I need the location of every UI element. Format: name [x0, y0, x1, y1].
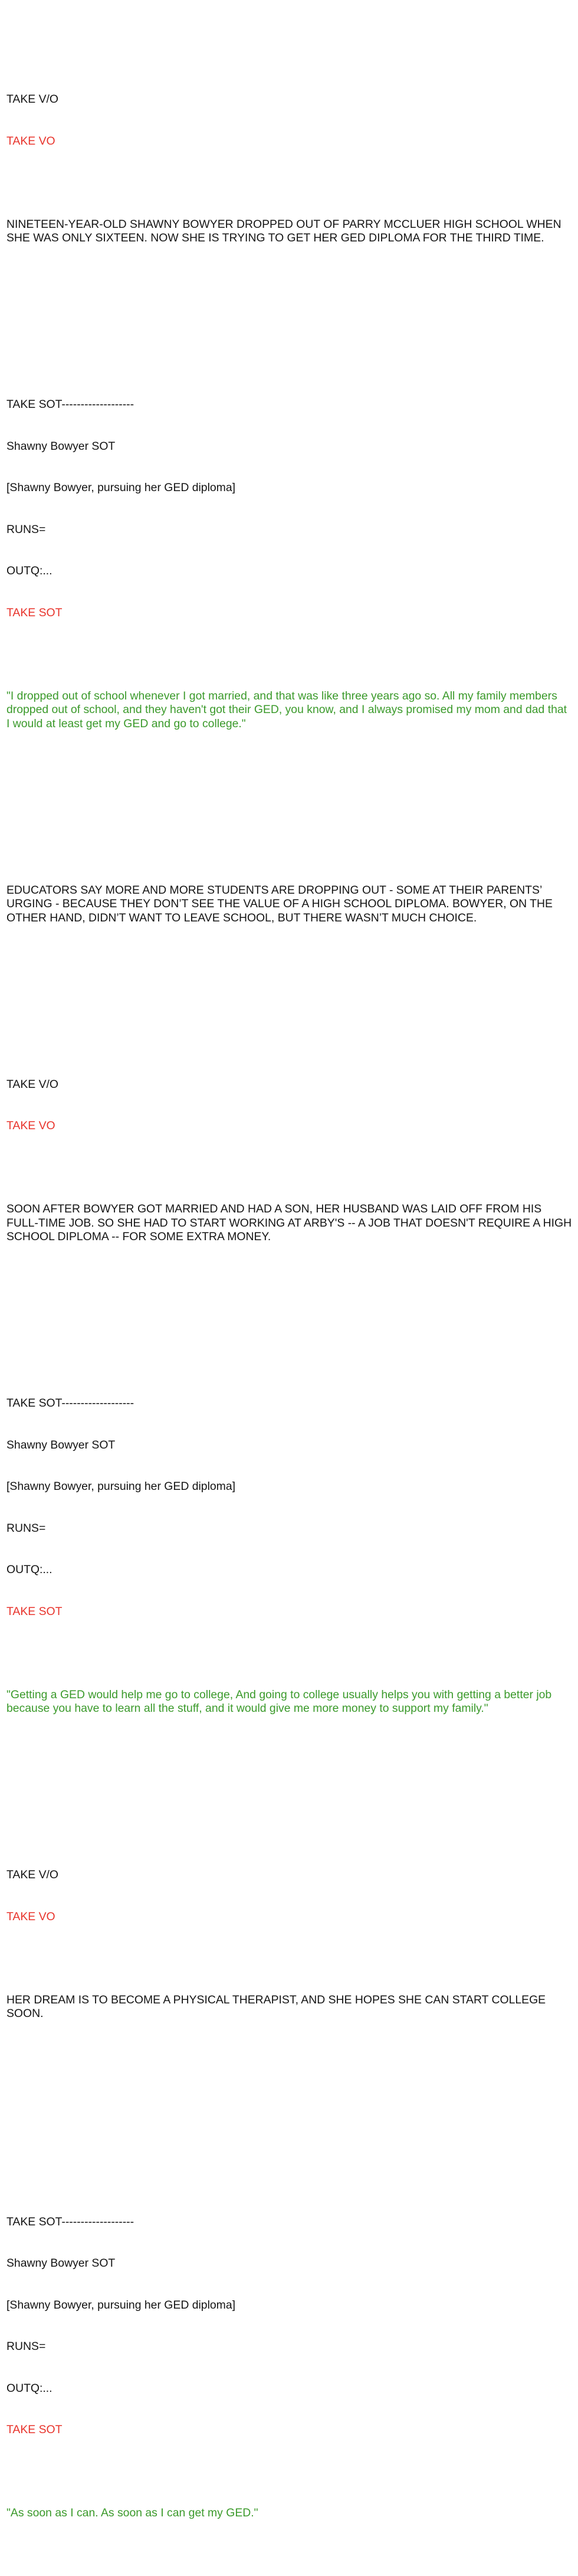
- news-script-document: [6, 9, 573, 2576]
- sot-block: [6, 370, 573, 800]
- narration-paragraph: SOON AFTER BOWYER GOT MARRIED AND HAD A SON, HER HUSBAND WAS LAID OFF FROM HIS FULL-TIME JOB. SO SHE HAD TO START WORKING AT ARBY'S -- A JOB THAT DOESN'T REQUIRE A HIGH SCHOOL DIPLOMA -- FOR SOME EXTRA MONEY.: [6, 1202, 575, 1243]
- take-sot-cue: TAKE SOT: [6, 606, 63, 619]
- sot-quote: "As soon as I can. As soon as I can get my GED.": [6, 2506, 258, 2519]
- vo-block: [6, 1841, 573, 2132]
- sot-runs: RUNS=: [6, 2340, 46, 2353]
- spacer: [6, 273, 573, 287]
- take-vo-cue: TAKE VO: [6, 1119, 55, 1132]
- spacer: [6, 1272, 573, 1286]
- spacer: [6, 176, 573, 190]
- spacer: [6, 953, 573, 967]
- take-vo-cue: TAKE VO: [6, 1910, 55, 1923]
- sot-quote: "Getting a GED would help me go to college, And going to college usually helps you with getting a better job because you have to learn all the stuff, and it would give me more money to support my family.": [6, 1688, 555, 1715]
- sot-lower-third: [Shawny Bowyer, pursuing her GED diploma]: [6, 481, 236, 494]
- take-vo-cue: TAKE VO: [6, 134, 55, 148]
- spacer: [6, 2090, 573, 2104]
- narration-paragraph: EDUCATORS SAY MORE AND MORE STUDENTS ARE DROPPING OUT - SOME AT THEIR PARENTS’ URGING - BECAUSE THEY DON’T SEE THE VALUE OF A HIGH SCHOOL DIPLOMA. BOWYER, ON THE OTHER HAND, DIDN’T WANT TO LEAVE SCHOOL, BUT THERE WASN’T MUCH CHOICE.: [6, 883, 556, 924]
- narration-paragraph: HER DREAM IS TO BECOME A PHYSICAL THERAPIST, AND SHE HOPES SHE CAN START COLLEGE SOON.: [6, 1993, 549, 2020]
- spacer: [6, 648, 573, 662]
- sot-lower-third: [Shawny Bowyer, pursuing her GED diploma]: [6, 2298, 236, 2312]
- take-vo-header: TAKE V/O: [6, 1868, 58, 1881]
- sot-runs: RUNS=: [6, 1521, 46, 1535]
- spacer: [6, 2465, 573, 2479]
- sot-outq: OUTQ:...: [6, 2381, 52, 2395]
- take-sot-header: TAKE SOT-------------------: [6, 1397, 134, 1410]
- sot-slug: Shawny Bowyer SOT: [6, 439, 116, 453]
- take-sot-cue: TAKE SOT: [6, 2423, 63, 2436]
- sot-slug: Shawny Bowyer SOT: [6, 2257, 116, 2270]
- vo-block: [6, 65, 573, 315]
- spacer: [6, 1646, 573, 1660]
- sot-outq: OUTQ:...: [6, 1563, 52, 1576]
- take-sot-header: TAKE SOT-------------------: [6, 398, 134, 411]
- sot-lower-third: [Shawny Bowyer, pursuing her GED diploma]: [6, 1480, 236, 1493]
- narration-paragraph: NINETEEN-YEAR-OLD SHAWNY BOWYER DROPPED OUT OF PARRY MCCLUER HIGH SCHOOL WHEN SHE WAS ONLY SIXTEEN. NOW SHE IS TRYING TO GET HER GED DIPLOMA FOR THE THIRD TIME.: [6, 217, 564, 244]
- vo-block: [6, 1050, 573, 1314]
- spacer: [6, 1161, 573, 1175]
- take-sot-header: TAKE SOT-------------------: [6, 2215, 134, 2228]
- take-sot-cue: TAKE SOT: [6, 1604, 63, 1618]
- sot-outq: OUTQ:...: [6, 564, 52, 577]
- narration-block: [6, 856, 573, 995]
- take-vo-header: TAKE V/O: [6, 93, 58, 106]
- sot-block: [6, 1369, 573, 1785]
- spacer: [6, 759, 573, 773]
- spacer: [6, 1744, 573, 1758]
- take-vo-header: TAKE V/O: [6, 1077, 58, 1091]
- sot-runs: RUNS=: [6, 522, 46, 536]
- sot-quote: "I dropped out of school whenever I got married, and that was like three years ago so. All my family members dropped out of school, and they haven't got their GED, you know, and I always promised my mom and dad that I would at least get my GED and go to college.": [6, 689, 570, 730]
- spacer: [6, 2049, 573, 2063]
- spacer: [6, 1951, 573, 1966]
- sot-block: [6, 2188, 573, 2548]
- sot-slug: Shawny Bowyer SOT: [6, 1438, 116, 1452]
